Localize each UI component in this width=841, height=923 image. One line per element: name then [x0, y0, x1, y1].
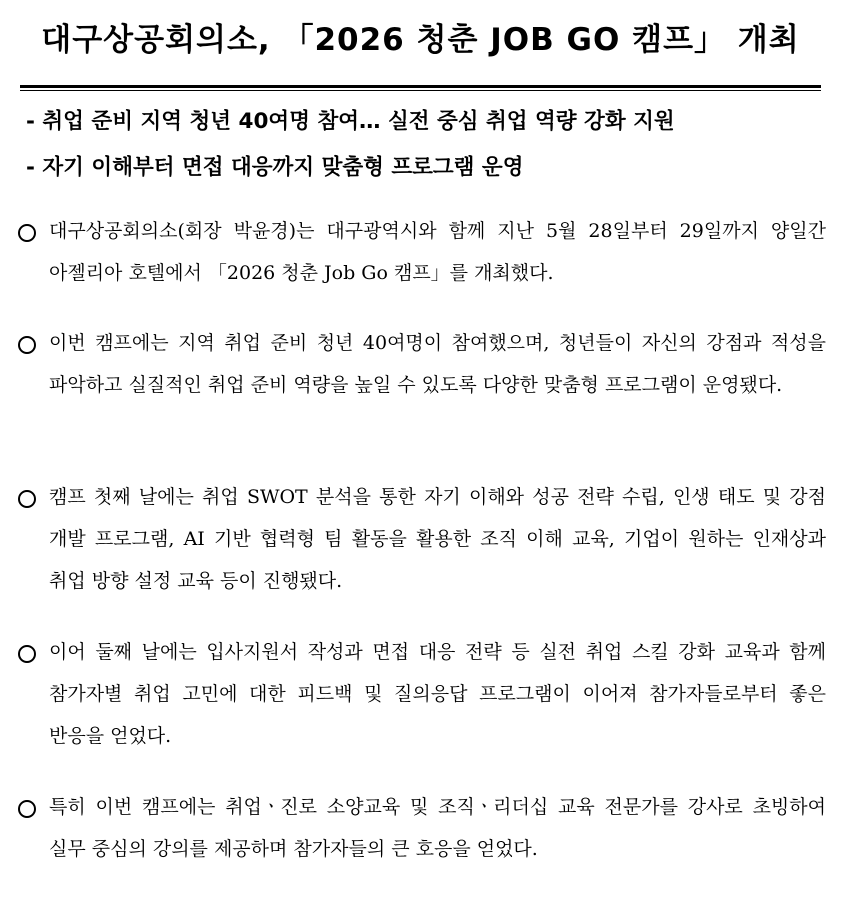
- hollow-circle-bullet-icon: [18, 490, 36, 508]
- paragraph-text: 대구상공회의소(회장 박윤경)는 대구광역시와 함께 지난 5월 28일부터 29일까지 양일간 아젤리아 호텔에서 「2026 청춘 Job Go 캠프」를 개최했다.: [49, 220, 826, 284]
- page-title: 대구상공회의소, 「2026 청춘 JOB GO 캠프」 개최: [41, 22, 800, 58]
- paragraph-text: 이번 캠프에는 지역 취업 준비 청년 40여명이 참여했으며, 청년들이 자신의 강점과 적성을 파악하고 실질적인 취업 준비 역량을 높일 수 있도록 다양한 맞춤형 프로그램이 운영됐다.: [49, 332, 826, 396]
- title-divider-thick: [20, 85, 821, 88]
- subtitle-2: - 자기 이해부터 면접 대응까지 맞춤형 프로그램 운영: [26, 155, 524, 180]
- hollow-circle-bullet-icon: [18, 645, 36, 663]
- hollow-circle-bullet-icon: [18, 224, 36, 242]
- hollow-circle-bullet-icon: [18, 800, 36, 818]
- hollow-circle-bullet-icon: [18, 336, 36, 354]
- paragraph-text: 특히 이번 캠프에는 취업ㆍ진로 소양교육 및 조직ㆍ리더십 교육 전문가를 강사로 초빙하여 실무 중심의 강의를 제공하며 참가자들의 큰 호응을 얻었다.: [49, 796, 826, 860]
- title-divider-thin: [20, 90, 821, 91]
- subtitle-1: - 취업 준비 지역 청년 40여명 참여… 실전 중심 취업 역량 강화 지원: [26, 109, 675, 134]
- paragraph-text: 캠프 첫째 날에는 취업 SWOT 분석을 통한 자기 이해와 성공 전략 수립, 인생 태도 및 강점 개발 프로그램, AI 기반 협력형 팀 활동을 활용한 조직 이해 교육, 기업이 원하는 인재상과 취업 방향 설정 교육 등이 진행됐다.: [49, 486, 826, 592]
- paragraph-text: 이어 둘째 날에는 입사지원서 작성과 면접 대응 전략 등 실전 취업 스킬 강화 교육과 함께 참가자별 취업 고민에 대한 피드백 및 질의응답 프로그램이 이어져 참가자들로부터 좋은 반응을 얻었다.: [49, 641, 826, 747]
